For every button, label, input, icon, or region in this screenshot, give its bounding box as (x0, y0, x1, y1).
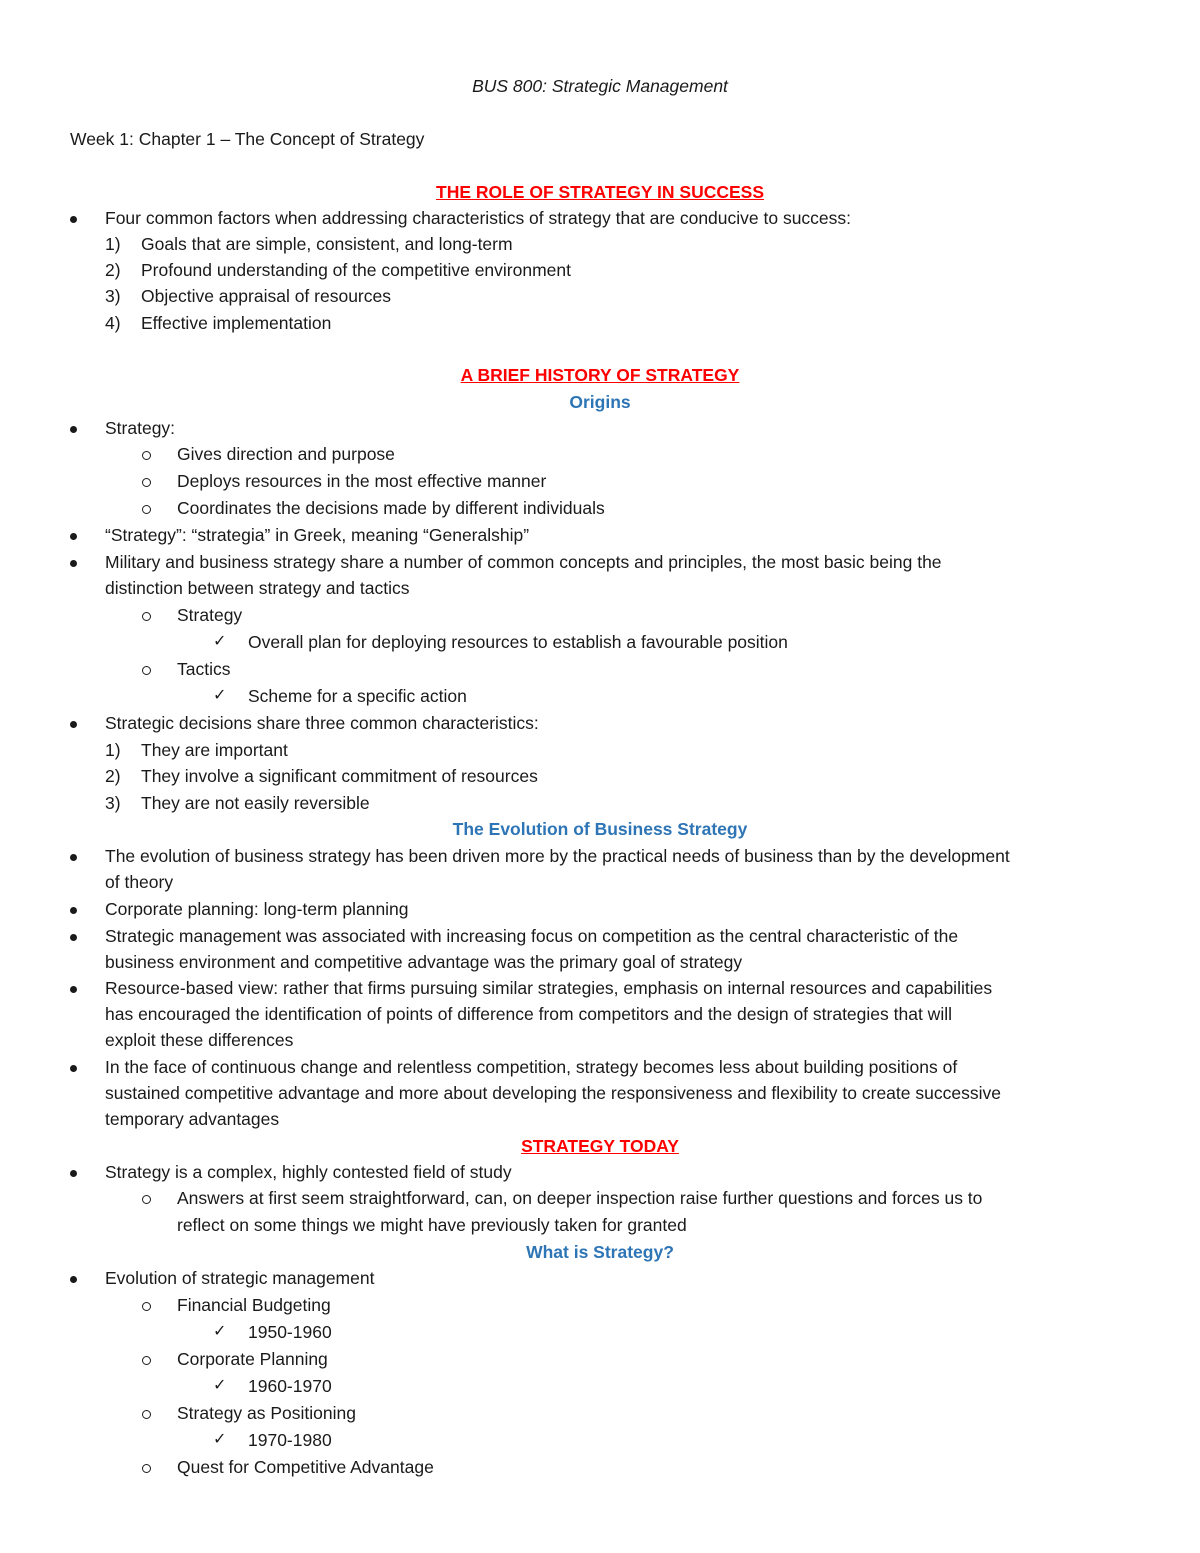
section-heading-role: THE ROLE OF STRATEGY IN SUCCESS (436, 182, 764, 202)
list-item-continuation: distinction between strategy and tactics (105, 578, 410, 598)
checkmark-icon: ✓ (213, 1429, 227, 1448)
list-item: “Strategy”: “strategia” in Greek, meaning “Generalship” (105, 525, 530, 545)
circle-bullet-icon (142, 478, 151, 487)
list-item: Scheme for a specific action (248, 686, 467, 706)
list-item: 1950-1960 (248, 1322, 332, 1342)
document-title: BUS 800: Strategic Management (472, 76, 728, 96)
list-item: Profound understanding of the competitive environment (141, 260, 571, 280)
list-item-continuation: business environment and competitive advantage was the primary goal of strategy (105, 952, 743, 972)
list-item: Deploys resources in the most effective manner (177, 471, 547, 491)
list-item: Strategic management was associated with increasing focus on competition as the central characteristic of the (105, 926, 959, 946)
list-number: 4) (105, 313, 121, 333)
week-heading-text: Week 1: Chapter 1 – The Concept of Strategy (70, 129, 425, 149)
list-number: 2) (105, 766, 121, 786)
list-number: 3) (105, 793, 121, 813)
list-item: Strategy as Positioning (177, 1403, 356, 1423)
bullet-icon (70, 907, 77, 914)
role-intro: Four common factors when addressing characteristics of strategy that are conducive to success: (105, 208, 852, 228)
list-item-continuation: reflect on some things we might have previously taken for granted (177, 1215, 687, 1235)
list-item: The evolution of business strategy has been driven more by the practical needs of business than by the development (105, 846, 1010, 866)
list-item: 1970-1980 (248, 1430, 332, 1450)
list-item-continuation: temporary advantages (105, 1109, 280, 1129)
list-item-continuation: exploit these differences (105, 1030, 294, 1050)
checkmark-icon: ✓ (213, 631, 227, 650)
list-item: Goals that are simple, consistent, and long-term (141, 234, 513, 254)
list-item: Overall plan for deploying resources to establish a favourable position (248, 632, 788, 652)
list-number: 3) (105, 286, 121, 306)
list-item: Gives direction and purpose (177, 444, 395, 464)
circle-bullet-icon (142, 612, 151, 621)
week-heading (70, 128, 424, 150)
bullet-icon (70, 560, 77, 567)
list-item-continuation: sustained competitive advantage and more about developing the responsiveness and flexibility to create successive (105, 1083, 1001, 1103)
bullet-icon (70, 1065, 77, 1072)
list-item: They involve a significant commitment of resources (141, 766, 538, 786)
checkmark-icon: ✓ (213, 685, 227, 704)
list-item: Strategic decisions share three common characteristics: (105, 713, 539, 733)
circle-bullet-icon (142, 505, 151, 514)
list-item: They are not easily reversible (141, 793, 370, 813)
circle-bullet-icon (142, 1464, 151, 1473)
list-item: Objective appraisal of resources (141, 286, 391, 306)
list-number: 1) (105, 234, 121, 254)
list-item: Evolution of strategic management (105, 1268, 375, 1288)
bullet-icon (70, 854, 77, 861)
subheading-what-is-strategy: What is Strategy? (526, 1242, 674, 1262)
list-item: In the face of continuous change and relentless competition, strategy becomes less about building positions of (105, 1057, 958, 1077)
list-item: Effective implementation (141, 313, 332, 333)
circle-bullet-icon (142, 1195, 151, 1204)
list-item: Military and business strategy share a number of common concepts and principles, the most basic being the (105, 552, 942, 572)
list-item: Strategy: (105, 418, 176, 438)
circle-bullet-icon (142, 451, 151, 460)
list-item: Strategy is a complex, highly contested field of study (105, 1162, 512, 1182)
checkmark-icon: ✓ (213, 1375, 227, 1394)
circle-bullet-icon (142, 1410, 151, 1419)
list-item: Corporate Planning (177, 1349, 328, 1369)
circle-bullet-icon (142, 1356, 151, 1365)
list-item: 1960-1970 (248, 1376, 332, 1396)
checkmark-icon: ✓ (213, 1321, 227, 1340)
subheading-origins: Origins (569, 392, 631, 412)
bullet-icon (70, 934, 77, 941)
bullet-icon (70, 426, 77, 433)
list-item: Corporate planning: long-term planning (105, 899, 409, 919)
bullet-icon (70, 1170, 77, 1177)
list-item: Financial Budgeting (177, 1295, 331, 1315)
list-number: 1) (105, 740, 121, 760)
list-item-continuation: of theory (105, 872, 174, 892)
bullet-icon (70, 216, 77, 223)
section-heading-today: STRATEGY TODAY (521, 1136, 679, 1156)
section-heading-history: A BRIEF HISTORY OF STRATEGY (460, 365, 740, 385)
circle-bullet-icon (142, 666, 151, 675)
list-item: Tactics (177, 659, 231, 679)
list-number: 2) (105, 260, 121, 280)
list-item: They are important (141, 740, 288, 760)
list-item: Coordinates the decisions made by different individuals (177, 498, 605, 518)
circle-bullet-icon (142, 1302, 151, 1311)
list-item-continuation: has encouraged the identification of points of difference from competitors and the design of strategies that will (105, 1004, 952, 1024)
list-item: Answers at first seem straightforward, can, on deeper inspection raise further questions and forces us to (177, 1188, 983, 1208)
list-item: Strategy (177, 605, 243, 625)
bullet-icon (70, 1276, 77, 1283)
list-item: Resource-based view: rather that firms pursuing similar strategies, emphasis on internal resources and capabilities (105, 978, 993, 998)
bullet-icon (70, 533, 77, 540)
bullet-icon (70, 986, 77, 993)
list-item: Quest for Competitive Advantage (177, 1457, 434, 1477)
bullet-icon (70, 721, 77, 728)
subheading-evolution: The Evolution of Business Strategy (452, 819, 748, 839)
